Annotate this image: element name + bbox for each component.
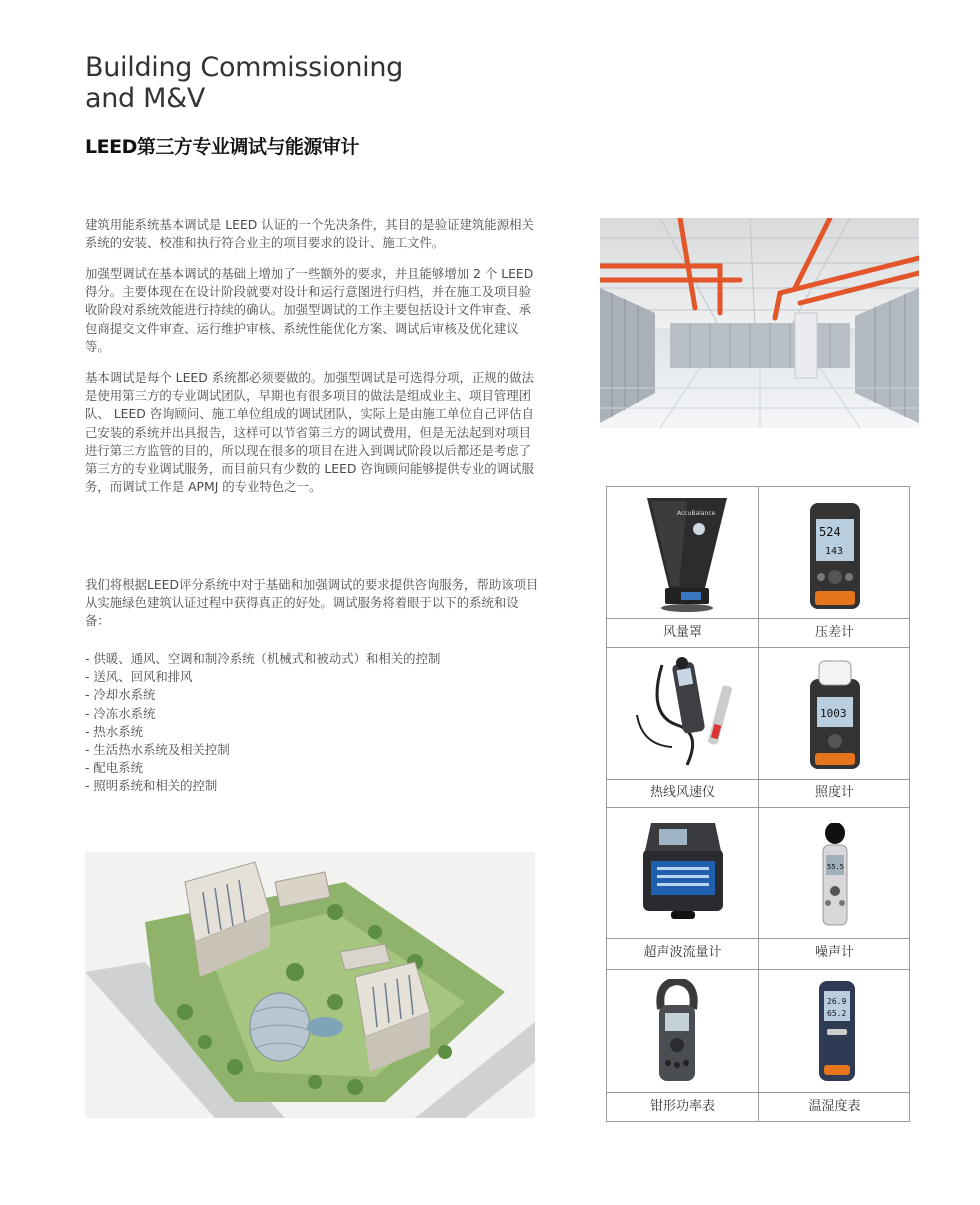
sound-readout: 55.5 xyxy=(827,863,844,871)
campus-illustration xyxy=(85,852,535,1118)
list-item: - 热水系统 xyxy=(85,723,143,739)
paragraph-enhanced-commissioning: 加强型调试在基本调试的基础上增加了一些额外的要求，并且能够增加 2 个 LEED 得分。主要体现在在设计阶段就要对设计和运行意图进行归档，并在施工及项目验收阶段对系统效能进行持续的确认。加强型调试的工作主要包括设计文件审查、承包商提交文件审查、运行维护审核、系统性能优化方案、调试后审核及优化建议等。 xyxy=(85,266,534,354)
temp-readout: 26.9 xyxy=(827,997,847,1006)
ultrasonic-flowmeter-icon xyxy=(633,819,733,925)
anemometer-icon xyxy=(627,655,747,775)
equipment-label: 风量罩 xyxy=(662,625,702,640)
systems-list xyxy=(85,650,440,796)
list-item: - 冷冻水系统 xyxy=(85,705,156,721)
sound-meter-icon xyxy=(817,823,853,927)
paragraph-services-intro: 我们将根据LEED评分系统中对于基础和加强调试的要求提供咨询服务，帮助该项目从实施绿色建筑认证过程中获得真正的好处。调试服务将着眼于以下的系统和设备： xyxy=(85,577,539,629)
lux-readout: 1003 xyxy=(820,707,847,720)
page-subtitle: LEED第三方专业调试与能源审计 xyxy=(85,136,359,158)
equipment-label: 照度计 xyxy=(814,785,854,800)
data-center-illustration xyxy=(600,218,919,428)
paragraph-basic-commissioning: 建筑用能系统基本调试是 LEED 认证的一个先决条件，其目的是验证建筑能源相关系统的安装、校准和执行符合业主的项目要求的设计、施工文件。 xyxy=(85,217,534,251)
equipment-label: 压差计 xyxy=(814,625,854,640)
manometer-icon xyxy=(807,501,863,613)
data-center-photo xyxy=(600,218,919,428)
equipment-label: 热线风速仪 xyxy=(649,785,715,800)
list-item: - 配电系统 xyxy=(85,760,143,776)
list-item: - 供暖、通风、空调和制冷系统（机械式和被动式）和相关的控制 xyxy=(85,651,441,666)
list-item: - 生活热水系统及相关控制 xyxy=(85,742,230,758)
manometer-readout-1: 524 xyxy=(819,525,841,539)
page-title xyxy=(85,52,403,114)
clamp-meter-icon xyxy=(651,979,703,1083)
title-line-2: and M&V xyxy=(85,83,206,114)
equipment-label: 超声波流量计 xyxy=(643,945,722,960)
lux-meter-icon xyxy=(805,659,865,773)
paragraph-third-party: 基本调试是每个 LEED 系统都必须要做的。加强型调试是可选得分项，正规的做法是使用第三方的专业调试团队，早期也有很多项目的做法是组成业主、项目管理团队、 LEED 咨询顾问、施工单位组成的调试团队，实际上是由施工单位自己评估自己安装的系统并出具报告，这样可以节省第三方的调试费用，但是无法起到对项目进行第三方监管的目的，所以现在很多的项目在进入到调试阶段以后都还是考虑了第三方的专业调试服务，而目前只有少数的 LEED 咨询顾问能够提供专业的调试服务，而调试工作是 APMJ 的专业特色之一。 xyxy=(85,370,534,495)
list-item: - 冷却水系统 xyxy=(85,687,156,703)
manometer-readout-2: 143 xyxy=(825,546,844,557)
campus-aerial-rendering xyxy=(85,852,535,1118)
list-item: - 送风、回风和排风 xyxy=(85,669,193,685)
flow-hood-brand: AccuBalance xyxy=(677,510,716,517)
thermo-hygrometer-icon xyxy=(815,979,859,1085)
equipment-grid xyxy=(606,486,910,1122)
humidity-readout: 65.2 xyxy=(827,1009,847,1018)
flow-hood-icon xyxy=(647,493,727,615)
equipment-label: 噪声计 xyxy=(814,945,854,960)
equipment-label: 温湿度表 xyxy=(808,1099,861,1114)
list-item: - 照明系统和相关的控制 xyxy=(85,778,218,794)
equipment-label: 钳形功率表 xyxy=(649,1099,715,1114)
title-line-1: Building Commissioning xyxy=(85,52,404,83)
